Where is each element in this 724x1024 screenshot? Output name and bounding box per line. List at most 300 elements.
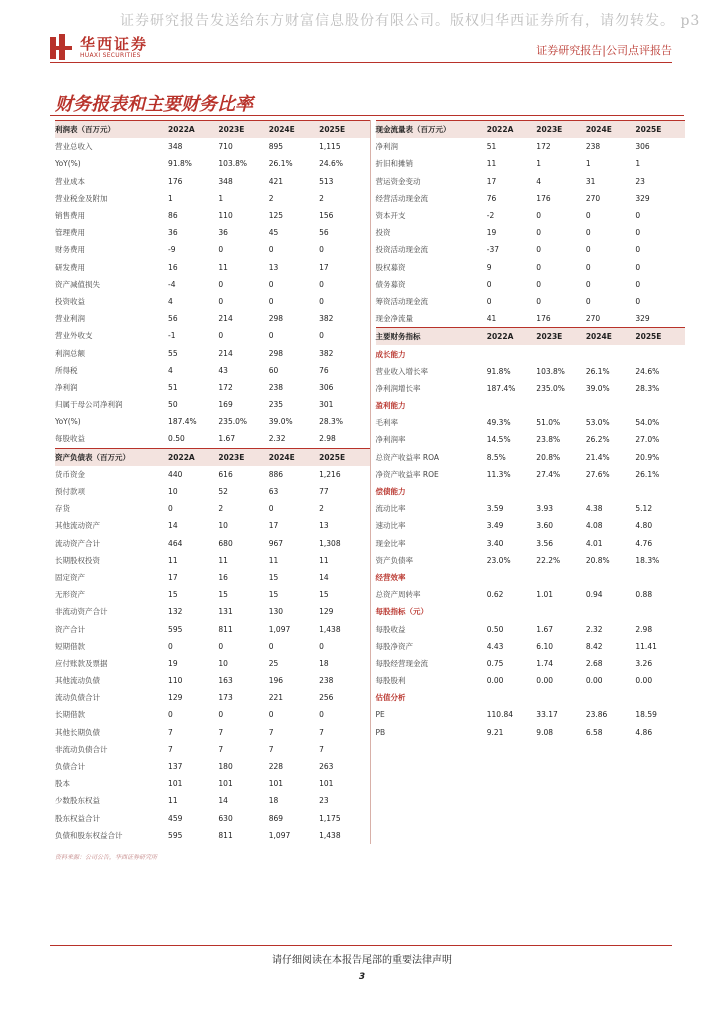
cell-value: 26.1%: [635, 469, 660, 479]
cell-value: 36: [218, 228, 228, 238]
cell-value: 15: [218, 590, 228, 600]
table-row: [376, 552, 686, 569]
table-row: [55, 655, 370, 672]
row-label: PE: [375, 710, 385, 720]
row-label: 长期股权投资: [55, 555, 100, 565]
cell-value: 196: [268, 676, 284, 686]
row-label: 每股收益: [375, 624, 406, 634]
cell-value: 17: [486, 176, 497, 186]
cell-value: 3.60: [536, 521, 553, 531]
cell-value: 56: [319, 228, 329, 238]
right-column: [370, 120, 686, 844]
cell-value: 421: [268, 176, 284, 186]
cell-value: 26.2%: [585, 435, 610, 445]
cell-value: 56: [168, 314, 178, 324]
cell-value: 235.0%: [536, 383, 565, 393]
cell-value: 20.9%: [635, 452, 660, 462]
cell-value: [487, 483, 537, 500]
row-label: 估值分析: [375, 693, 406, 703]
cell-value: 0: [268, 279, 274, 289]
row-label: YoY(%): [55, 417, 81, 427]
row-label: 现金净流量: [375, 314, 413, 324]
table-row: [55, 327, 370, 344]
cell-value: [586, 345, 636, 362]
cell-value: 595: [168, 624, 183, 634]
cell-value: 0: [218, 331, 224, 341]
column-header: 2024E: [586, 121, 636, 139]
cell-value: 895: [268, 142, 284, 152]
table-row: [376, 293, 686, 310]
row-label: 现金比率: [375, 538, 406, 548]
cell-value: 39.0%: [585, 383, 610, 393]
cell-value: 6.10: [536, 641, 553, 651]
cell-value: [586, 603, 636, 620]
cell-value: 710: [218, 142, 233, 152]
legal-notice: 请仔细阅读在本报告尾部的重要法律声明: [272, 955, 452, 966]
row-label: 总资产周转率: [375, 590, 421, 600]
cell-value: 329: [635, 314, 650, 324]
cell-value: 9.21: [486, 727, 504, 737]
row-label: 财务费用: [55, 245, 85, 255]
cell-value: 329: [635, 193, 650, 203]
cell-value: 0: [268, 504, 274, 514]
cell-value: 0: [268, 641, 274, 651]
cell-value: [536, 397, 586, 414]
cell-value: 11: [168, 555, 178, 565]
cell-value: 0: [268, 710, 274, 720]
cell-value: 26.1%: [585, 366, 610, 376]
cell-value: 382: [319, 314, 334, 324]
table-row: [376, 449, 686, 466]
section-title: 财务报表和主要财务比率: [55, 94, 253, 115]
cell-value: 9: [486, 262, 492, 272]
cell-value: 0: [268, 245, 274, 255]
cell-value: 7: [168, 727, 173, 737]
section-divider: [50, 115, 684, 116]
cell-value: 298: [268, 314, 284, 324]
cell-value: 0.62: [486, 590, 504, 600]
table-row: [55, 792, 370, 809]
cell-value: 235: [268, 400, 284, 410]
table-row: [55, 190, 370, 207]
cell-value: 187.4%: [486, 383, 516, 393]
row-label: 负债和股东权益合计: [55, 830, 123, 840]
table-row: [55, 741, 370, 758]
cell-value: 6.58: [585, 727, 603, 737]
cell-value: 54.0%: [635, 418, 660, 428]
table-title: 现金流量表（百万元）: [376, 121, 487, 139]
cell-value: 91.8%: [486, 366, 511, 376]
cell-value: 8.5%: [486, 452, 506, 462]
cell-value: 20.8%: [585, 555, 610, 565]
table-row: [55, 207, 370, 224]
table-row: [55, 810, 370, 827]
cell-value: 7: [268, 727, 274, 737]
row-label: 净利润: [55, 382, 78, 392]
table-row: [376, 603, 686, 620]
cell-value: 43: [218, 365, 228, 375]
row-label: 资产负债率: [375, 555, 413, 565]
cell-value: 5.12: [635, 504, 653, 514]
cell-value: 0: [536, 279, 542, 289]
cell-value: 306: [635, 142, 650, 152]
row-label: 股权募资: [375, 262, 406, 272]
table-row: [55, 517, 370, 534]
cell-value: 0: [168, 710, 173, 720]
table-row: [376, 241, 686, 258]
cell-value: 0: [635, 296, 641, 306]
cell-value: 238: [319, 676, 334, 686]
cell-value: 0: [585, 279, 591, 289]
row-label: 短期借款: [55, 641, 85, 651]
cell-value: 63: [268, 487, 279, 497]
table-row: [55, 689, 370, 706]
report-type: 证券研究报告|公司点评报告: [536, 44, 672, 57]
cell-value: 86: [168, 211, 178, 221]
cell-value: 13: [268, 262, 279, 272]
cell-value: 967: [268, 538, 284, 548]
cell-value: 163: [218, 676, 233, 686]
cell-value: [487, 689, 537, 706]
cell-value: 14.5%: [486, 435, 511, 445]
row-label: 债务募资: [375, 279, 406, 289]
table-row: [376, 466, 686, 483]
row-label: 投资收益: [55, 296, 85, 306]
cell-value: 23: [319, 796, 329, 806]
cell-value: 238: [268, 382, 284, 392]
cell-value: 0: [268, 296, 274, 306]
cell-value: 7: [218, 744, 224, 754]
row-label: 总资产收益率 ROA: [375, 452, 439, 462]
cell-value: 1.74: [536, 658, 553, 668]
cell-value: 2: [268, 193, 274, 203]
cell-value: 60: [268, 365, 279, 375]
cell-value: 7: [218, 727, 224, 737]
row-label: 每股经营现金流: [375, 658, 428, 668]
row-label: 净利润: [375, 142, 398, 152]
cell-value: 0: [635, 228, 641, 238]
cell-value: 1.01: [536, 590, 553, 600]
table-title: 资产负债表（百万元）: [55, 448, 168, 466]
cell-value: 13: [319, 521, 329, 531]
row-label: 其他流动资产: [55, 521, 100, 531]
logo-cn: 华西证券: [80, 34, 149, 53]
cell-value: 9.08: [536, 727, 553, 737]
cell-value: 15: [268, 572, 279, 582]
cell-value: 3.40: [486, 538, 504, 548]
row-label: 净利润增长率: [375, 383, 421, 393]
row-label: 资产减值损失: [55, 279, 100, 289]
column-header: 2025E: [635, 121, 685, 139]
cell-value: 17: [168, 572, 178, 582]
cell-value: 459: [168, 813, 183, 823]
row-label: 每股指标（元）: [375, 607, 428, 617]
table-row: [55, 396, 370, 413]
table-row: [376, 363, 686, 380]
cell-value: 4: [536, 176, 542, 186]
row-label: 营业收入增长率: [375, 366, 428, 376]
row-label: 研发费用: [55, 262, 85, 272]
row-label: 应付账款及票据: [55, 658, 108, 668]
table-row: [55, 775, 370, 792]
row-label: 经营效率: [375, 572, 406, 582]
cell-value: 440: [168, 469, 183, 479]
cell-value: [635, 397, 685, 414]
cell-value: 101: [268, 779, 284, 789]
table-row: [55, 569, 370, 586]
cell-value: 31: [585, 176, 596, 186]
table-header-row: [55, 121, 370, 139]
cell-value: 131: [218, 607, 233, 617]
cell-value: 0: [635, 245, 641, 255]
cell-value: 0.50: [486, 624, 504, 634]
cell-value: 0: [585, 262, 591, 272]
table-row: [55, 535, 370, 552]
cell-value: 17: [319, 262, 329, 272]
cell-value: 52: [218, 487, 228, 497]
cell-value: 1.67: [218, 434, 236, 444]
cell-value: 0: [486, 296, 492, 306]
row-label: 每股股利: [375, 676, 406, 686]
cell-value: 0: [168, 641, 173, 651]
column-header: 2025E: [319, 121, 369, 139]
cell-value: 20.8%: [536, 452, 561, 462]
row-label: 销售费用: [55, 211, 85, 221]
row-label: 货币资金: [55, 469, 85, 479]
financial-tables: [55, 120, 685, 844]
cell-value: 630: [218, 813, 233, 823]
row-label: 负债合计: [55, 762, 85, 772]
table-row: [376, 397, 686, 414]
table-row: [376, 414, 686, 431]
row-label: YoY(%): [55, 159, 81, 169]
cell-value: 228: [268, 762, 284, 772]
row-label: 股本: [55, 779, 70, 789]
cell-value: 0.00: [486, 676, 504, 686]
cell-value: 125: [268, 211, 284, 221]
row-label: 营业总收入: [55, 142, 93, 152]
row-label: 营运资金变动: [375, 176, 421, 186]
cell-value: 11: [319, 555, 329, 565]
cell-value: 1: [536, 159, 542, 169]
cell-value: 0: [536, 211, 542, 221]
cell-value: 298: [268, 348, 284, 358]
table-row: [55, 483, 370, 500]
cell-value: 3.49: [486, 521, 504, 531]
row-label: 其他流动负债: [55, 676, 100, 686]
cell-value: 0: [635, 262, 641, 272]
row-label: 速动比率: [375, 521, 406, 531]
cell-value: 348: [168, 142, 183, 152]
cell-value: 22.2%: [536, 555, 561, 565]
column-header: 2024E: [586, 328, 636, 346]
cell-value: 1,438: [319, 624, 341, 634]
row-label: 股东权益合计: [55, 813, 100, 823]
row-label: 每股净资产: [375, 641, 413, 651]
cell-value: 15: [319, 590, 329, 600]
column-header: 2022A: [487, 328, 537, 346]
cell-value: 27.6%: [585, 469, 610, 479]
cell-value: 214: [218, 314, 233, 324]
table-row: [376, 724, 686, 741]
cell-value: 23.0%: [486, 555, 511, 565]
row-label: 营业外收支: [55, 331, 93, 341]
column-header: 2025E: [635, 328, 685, 346]
row-label: 资产合计: [55, 624, 85, 634]
watermark: 证券研究报告发送给东方财富信息股份有限公司。版权归华西证券所有，请勿转发。 p3: [120, 13, 701, 29]
cell-value: 7: [319, 744, 324, 754]
table-header-row: [376, 121, 686, 139]
cell-value: 2.98: [319, 434, 336, 444]
left-financial-table: [55, 120, 370, 844]
cell-value: 27.4%: [536, 469, 561, 479]
table-row: [55, 638, 370, 655]
cell-value: 176: [168, 176, 183, 186]
cell-value: 616: [218, 469, 233, 479]
table-row: [376, 535, 686, 552]
table-row: [376, 138, 686, 155]
table-row: [55, 293, 370, 310]
row-label: 长期借款: [55, 710, 85, 720]
column-header: 2022A: [487, 121, 537, 139]
cell-value: 176: [536, 193, 551, 203]
row-label: 折旧和摊销: [375, 159, 413, 169]
cell-value: 256: [319, 693, 334, 703]
cell-value: [536, 603, 586, 620]
cell-value: 1.67: [536, 624, 553, 634]
cell-value: 0.50: [168, 434, 185, 444]
table-row: [376, 190, 686, 207]
cell-value: -37: [486, 245, 499, 255]
cell-value: 55: [168, 348, 178, 358]
cell-value: 3.26: [635, 658, 653, 668]
cell-value: 180: [218, 762, 233, 772]
cell-value: 811: [218, 624, 233, 634]
cell-value: 306: [319, 382, 334, 392]
cell-value: [487, 569, 537, 586]
cell-value: 2.32: [585, 624, 603, 634]
cell-value: 19: [168, 658, 178, 668]
cell-value: 0: [585, 228, 591, 238]
column-header: 2022A: [168, 448, 218, 466]
cell-value: 2: [319, 193, 324, 203]
cell-value: 18: [319, 658, 329, 668]
cell-value: 16: [218, 572, 228, 582]
cell-value: 0: [319, 279, 324, 289]
cell-value: 24.6%: [319, 159, 343, 169]
cell-value: 132: [168, 607, 183, 617]
table-row: [55, 344, 370, 361]
row-label: 筹资活动现金流: [375, 296, 428, 306]
cell-value: 0.00: [635, 676, 653, 686]
table-row: [376, 155, 686, 172]
cell-value: 3.93: [536, 504, 553, 514]
table-row: [55, 552, 370, 569]
cell-value: 4.08: [585, 521, 603, 531]
cell-value: 11: [268, 555, 279, 565]
cell-value: 221: [268, 693, 284, 703]
cell-value: 3.56: [536, 538, 553, 548]
table-row: [376, 483, 686, 500]
cell-value: 10: [168, 487, 178, 497]
cell-value: 50: [168, 400, 178, 410]
cell-value: 14: [168, 521, 178, 531]
cell-value: [635, 689, 685, 706]
row-label: 投资: [375, 228, 391, 238]
cell-value: 869: [268, 813, 284, 823]
cell-value: 301: [319, 400, 334, 410]
cell-value: 18: [268, 796, 279, 806]
cell-value: 11: [218, 262, 228, 272]
cell-value: 15: [268, 590, 279, 600]
cell-value: [536, 345, 586, 362]
left-column: [55, 120, 370, 844]
cell-value: 0: [319, 641, 324, 651]
row-label: 归属于母公司净利润: [55, 400, 123, 410]
cell-value: 23.86: [585, 710, 608, 720]
cell-value: 0: [319, 331, 324, 341]
cell-value: 513: [319, 176, 334, 186]
cell-value: 1: [635, 159, 641, 169]
cell-value: 110: [218, 211, 233, 221]
table-row: [376, 259, 686, 276]
cell-value: 0: [218, 710, 224, 720]
cell-value: 103.8%: [536, 366, 565, 376]
table-row: [55, 362, 370, 379]
cell-value: [586, 689, 636, 706]
cell-value: -4: [168, 279, 176, 289]
cell-value: 169: [218, 400, 233, 410]
cell-value: 129: [168, 693, 183, 703]
cell-value: 0: [319, 245, 324, 255]
table-row: [55, 620, 370, 637]
cell-value: 0.00: [585, 676, 603, 686]
row-label: 营业成本: [55, 176, 85, 186]
cell-value: 348: [218, 176, 233, 186]
cell-value: 101: [218, 779, 233, 789]
table-row: [376, 207, 686, 224]
table-row: [55, 155, 370, 172]
cell-value: 173: [218, 693, 233, 703]
cell-value: 0: [536, 245, 542, 255]
cell-value: 8.42: [585, 641, 603, 651]
cell-value: 49.3%: [486, 418, 511, 428]
row-label: 少数股东权益: [55, 796, 100, 806]
column-header: 2023E: [218, 448, 268, 466]
cell-value: 4: [168, 296, 173, 306]
cell-value: 172: [218, 382, 233, 392]
cell-value: 187.4%: [168, 417, 197, 427]
cell-value: 7: [268, 744, 274, 754]
table-row: [376, 224, 686, 241]
cell-value: 263: [319, 762, 334, 772]
table-row: [55, 173, 370, 190]
cell-value: 1: [168, 193, 173, 203]
row-label: 流动比率: [375, 504, 406, 514]
row-label: 预付款项: [55, 487, 85, 497]
row-label: 存货: [55, 504, 70, 514]
cell-value: 0: [536, 228, 542, 238]
table-row: [376, 276, 686, 293]
cell-value: 45: [268, 228, 279, 238]
table-row: [55, 259, 370, 276]
column-header: 2024E: [269, 448, 319, 466]
row-label: 经营活动现金流: [375, 193, 428, 203]
table-row: [55, 241, 370, 258]
cell-value: [536, 569, 586, 586]
cell-value: 0: [635, 279, 641, 289]
cell-value: 0: [536, 296, 542, 306]
